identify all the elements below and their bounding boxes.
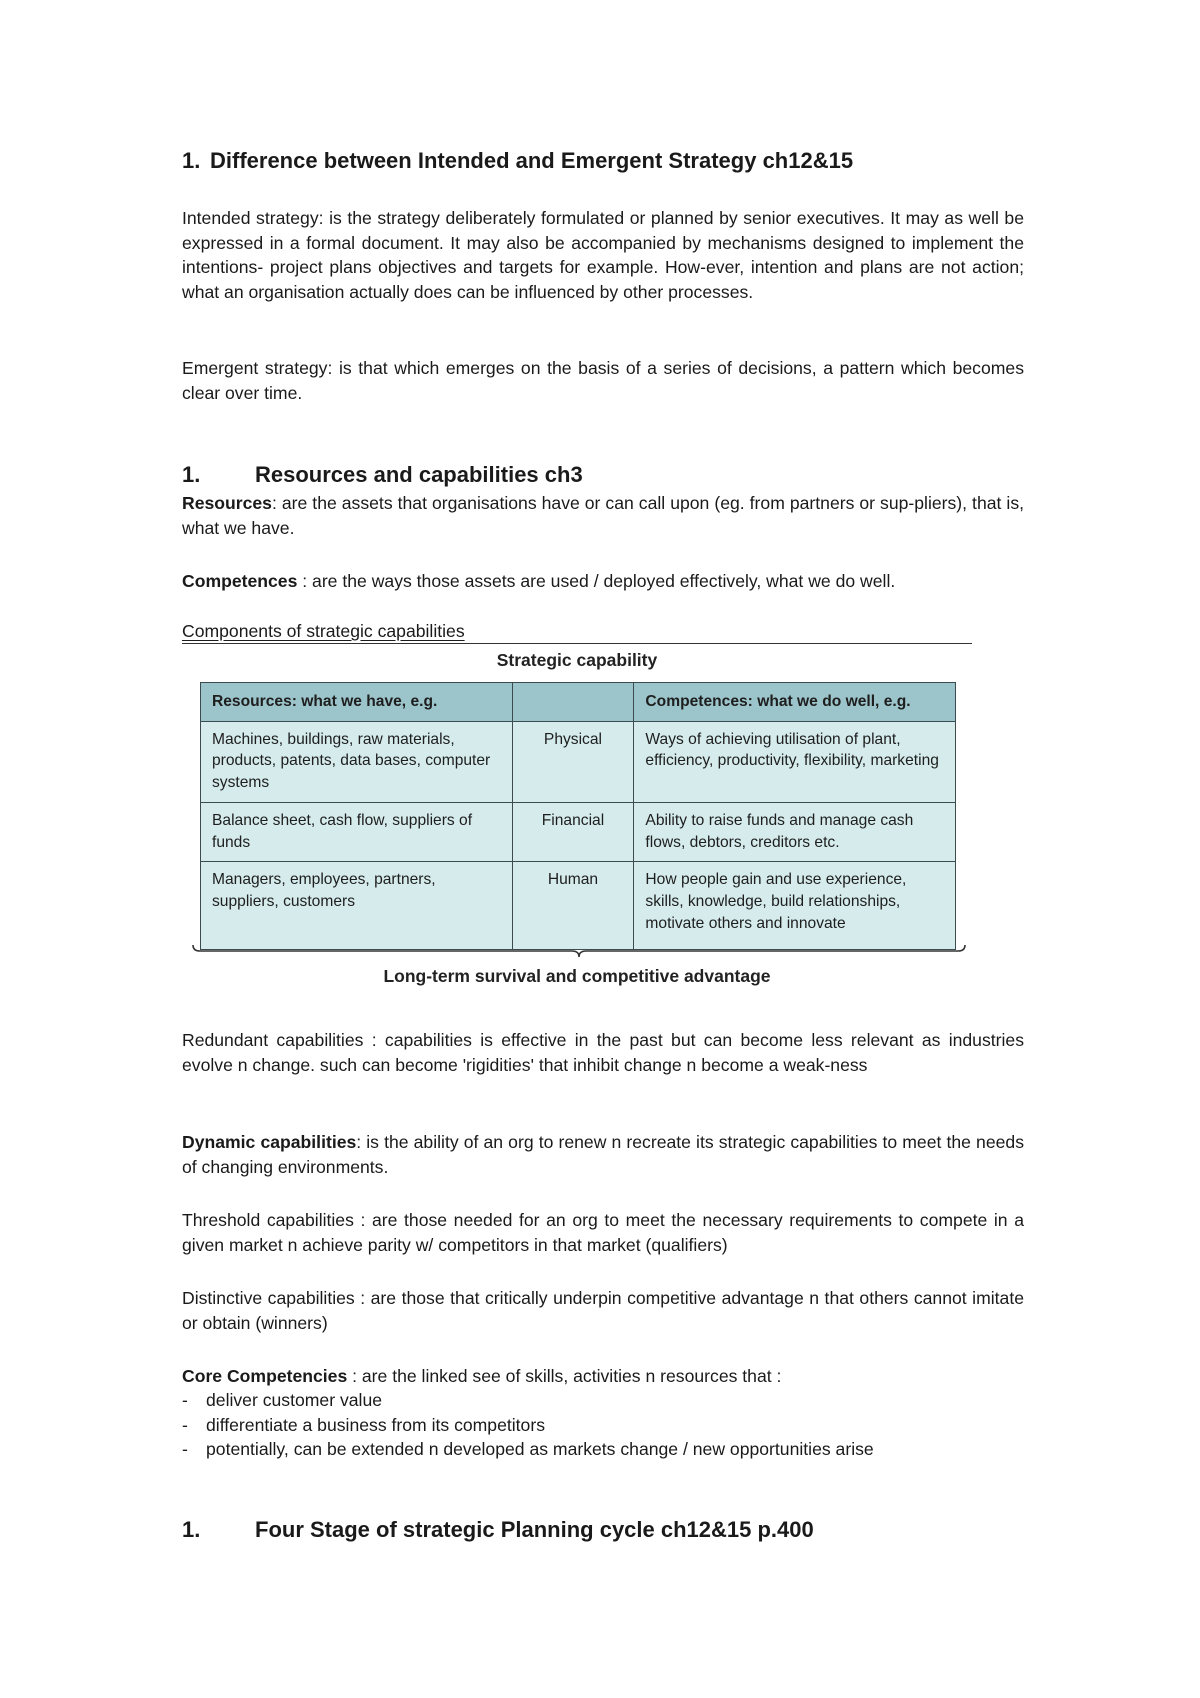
section-heading-resources-capabilities <box>182 462 583 488</box>
table-header-row <box>201 683 956 722</box>
strategic-capability-table <box>200 682 956 950</box>
cell-category: Physical <box>512 721 634 802</box>
figure-caption: Components of strategic capabilities <box>182 619 972 644</box>
threshold-capabilities-paragraph: Threshold capabilities : are those needed for an org to meet the necessary requirements to compete in a given market n achieve parity w/ competitors in that market (qualifiers) <box>182 1210 1024 1255</box>
competences-paragraph <box>182 569 1024 594</box>
cell-category: Human <box>512 862 634 950</box>
cell-resources: Managers, employees, partners, suppliers, customers <box>201 862 513 950</box>
table-row <box>201 721 956 802</box>
cell-resources: Balance sheet, cash flow, suppliers of funds <box>201 802 513 861</box>
list-item: - differentiate a business from its competitors <box>182 1413 874 1438</box>
header-middle <box>512 683 634 722</box>
heading-number: 1. <box>182 462 201 487</box>
figure-title: Strategic capability <box>496 650 658 670</box>
cell-resources: Machines, buildings, raw materials, products, patents, data bases, computer systems <box>201 721 513 802</box>
cell-competences: Ways of achieving utilisation of plant, efficiency, productivity, flexibility, marketing <box>634 721 956 802</box>
table-row <box>201 862 956 950</box>
section-heading-planning-cycle <box>182 1517 814 1543</box>
emergent-strategy-paragraph: Emergent strategy: is that which emerges on the basis of a series of decisions, a pattern which becomes clear over time. <box>182 358 1024 403</box>
heading-title: Four Stage of strategic Planning cycle ch12&15 p.400 <box>255 1517 814 1542</box>
heading-title: Difference between Intended and Emergent Strategy ch12&15 <box>210 148 854 173</box>
dynamic-definition: : is the ability of an org to renew n recreate its strategic capabilities to meet the needs of changing environments. <box>182 1132 1024 1177</box>
header-competences: Competences: what we do well, e.g. <box>634 683 956 722</box>
list-item: - deliver customer value <box>182 1388 874 1413</box>
cell-competences: Ability to raise funds and manage cash flows, debtors, creditors etc. <box>634 802 956 861</box>
intended-strategy-paragraph: Intended strategy: is the strategy deliberately formulated or planned by senior executives. It may as well be expressed in a formal document. It may also be accompanied by mechanisms designed to implement the intentions- project plans objectives and targets for example. How-ever, intention and plans are not action; what an organisation actually does can be influenced by other processes. <box>182 208 1024 302</box>
competences-term: Competences <box>182 571 298 591</box>
list-item: - potentially, can be extended n developed as markets change / new opportunities arise <box>182 1437 874 1462</box>
header-resources: Resources: what we have, e.g. <box>201 683 513 722</box>
heading-number: 1. <box>182 1517 201 1542</box>
core-competencies-list <box>182 1388 874 1462</box>
table-row <box>201 802 956 861</box>
cell-competences: How people gain and use experience, skills, knowledge, build relationships, motivate others and innovate <box>634 862 956 950</box>
section-heading-intended-emergent <box>182 148 853 174</box>
core-competencies-paragraph <box>182 1364 1024 1389</box>
core-definition: : are the linked see of skills, activities n resources that : <box>347 1366 782 1386</box>
redundant-capabilities-paragraph: Redundant capabilities : capabilities is effective in the past but can become less relevant as industries evolve n change. such can become 'rigidities' that inhibit change n become a weak-ness <box>182 1030 1024 1075</box>
distinctive-capabilities-paragraph: Distinctive capabilities : are those that critically underpin competitive advantage n that others cannot imitate or obtain (winners) <box>182 1288 1024 1333</box>
resources-paragraph <box>182 491 1024 540</box>
dynamic-capabilities-paragraph <box>182 1130 1024 1179</box>
heading-title: Resources and capabilities ch3 <box>255 462 583 487</box>
heading-number: 1. <box>182 148 201 173</box>
resources-term: Resources <box>182 493 272 513</box>
core-term: Core Competencies <box>182 1366 348 1386</box>
figure-footer-label: Long-term survival and competitive advantage <box>383 966 771 986</box>
resources-definition: : are the assets that organisations have or can call upon (eg. from partners or sup-pliers), that is, what we have. <box>182 493 1024 538</box>
curly-brace-icon <box>192 944 966 958</box>
competences-definition: : are the ways those assets are used / deployed effectively, what we do well. <box>297 571 896 591</box>
cell-category: Financial <box>512 802 634 861</box>
dynamic-term: Dynamic capabilities <box>182 1132 357 1152</box>
